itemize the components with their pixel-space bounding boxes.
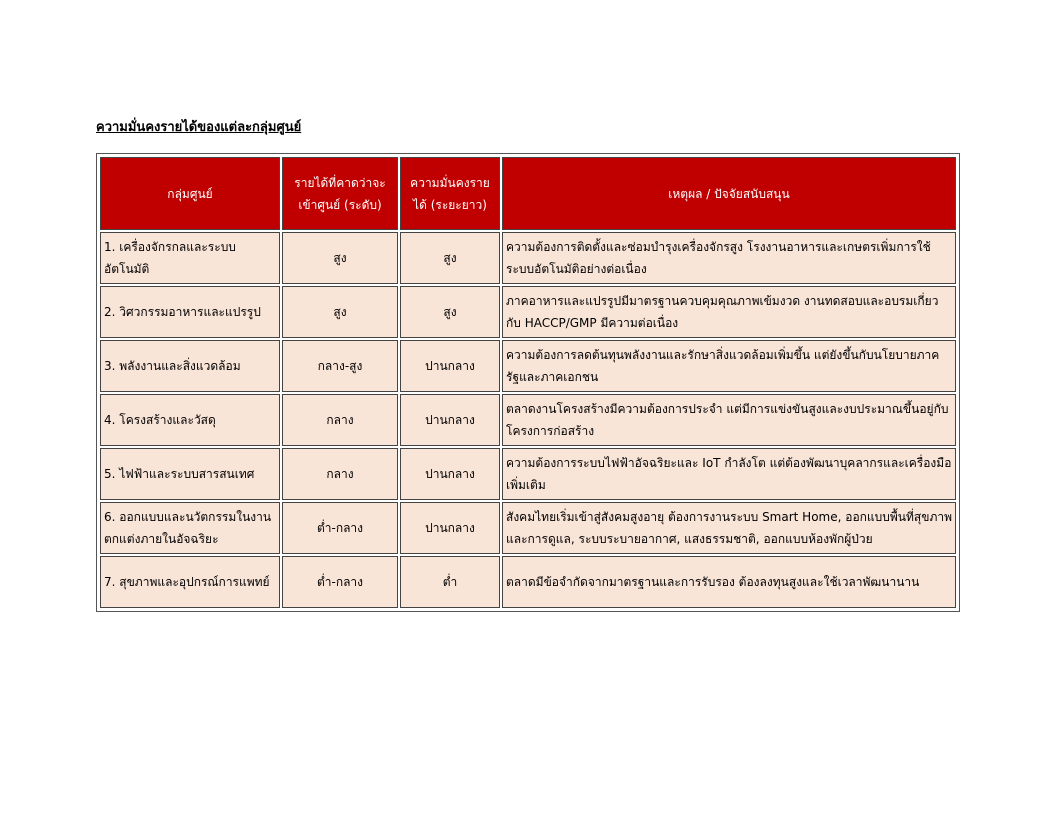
table-row — [100, 340, 956, 392]
cell-stability: ปานกลาง — [400, 394, 500, 446]
table-header-row — [100, 157, 956, 230]
cell-income: สูง — [282, 286, 398, 338]
header-stability: ความมั่นคงรายได้ (ระยะยาว) — [400, 157, 500, 230]
page-title: ความมั่นคงรายได้ของแต่ละกลุ่มศูนย์ — [96, 120, 302, 135]
header-reason: เหตุผล / ปัจจัยสนับสนุน — [502, 157, 956, 230]
header-income: รายได้ที่คาดว่าจะเข้าศูนย์ (ระดับ) — [282, 157, 398, 230]
cell-reason: ความต้องการระบบไฟฟ้าอัจฉริยะและ IoT กำลังโต แต่ต้องพัฒนาบุคลากรและเครื่องมือเพิ่มเติม — [502, 448, 956, 500]
cell-stability: ปานกลาง — [400, 502, 500, 554]
table-row — [100, 394, 956, 446]
cell-stability: ปานกลาง — [400, 340, 500, 392]
cell-income: ต่ำ-กลาง — [282, 556, 398, 608]
cell-stability: ปานกลาง — [400, 448, 500, 500]
cell-group: 5. ไฟฟ้าและระบบสารสนเทศ — [100, 448, 280, 500]
table-row — [100, 502, 956, 554]
table — [98, 155, 958, 610]
cell-group: 2. วิศวกรรมอาหารและแปรรูป — [100, 286, 280, 338]
cell-group: 3. พลังงานและสิ่งแวดล้อม — [100, 340, 280, 392]
cell-stability: ต่ำ — [400, 556, 500, 608]
table-row — [100, 286, 956, 338]
table-row — [100, 232, 956, 284]
cell-reason: ความต้องการลดต้นทุนพลังงานและรักษาสิ่งแวดล้อมเพิ่มขึ้น แต่ยังขึ้นกับนโยบายภาครัฐและภาคเอกชน — [502, 340, 956, 392]
cell-stability: สูง — [400, 232, 500, 284]
cell-group: 6. ออกแบบและนวัตกรรมในงานตกแต่งภายในอัจฉริยะ — [100, 502, 280, 554]
cell-income: ต่ำ-กลาง — [282, 502, 398, 554]
cell-group: 4. โครงสร้างและวัสดุ — [100, 394, 280, 446]
cell-reason: ความต้องการติดตั้งและซ่อมบำรุงเครื่องจักรสูง โรงงานอาหารและเกษตรเพิ่มการใช้ระบบอัตโนมัติอย่างต่อเนื่อง — [502, 232, 956, 284]
income-stability-table — [96, 153, 960, 612]
cell-stability: สูง — [400, 286, 500, 338]
cell-reason: ตลาดมีข้อจำกัดจากมาตรฐานและการรับรอง ต้องลงทุนสูงและใช้เวลาพัฒนานาน — [502, 556, 956, 608]
cell-reason: ตลาดงานโครงสร้างมีความต้องการประจำ แต่มีการแข่งขันสูงและงบประมาณขึ้นอยู่กับโครงการก่อสร้าง — [502, 394, 956, 446]
cell-reason: ภาคอาหารและแปรรูปมีมาตรฐานควบคุมคุณภาพเข้มงวด งานทดสอบและอบรมเกี่ยวกับ HACCP/GMP มีความต่อเนื่อง — [502, 286, 956, 338]
cell-income: กลาง — [282, 394, 398, 446]
cell-income: สูง — [282, 232, 398, 284]
table-row — [100, 556, 956, 608]
cell-group: 1. เครื่องจักรกลและระบบอัตโนมัติ — [100, 232, 280, 284]
cell-reason: สังคมไทยเริ่มเข้าสู่สังคมสูงอายุ ต้องการงานระบบ Smart Home, ออกแบบพื้นที่สุขภาพและการดูแล, ระบบระบายอากาศ, แสงธรรมชาติ, ออกแบบห้องพักผู้ป่วย — [502, 502, 956, 554]
cell-group: 7. สุขภาพและอุปกรณ์การแพทย์ — [100, 556, 280, 608]
cell-income: กลาง-สูง — [282, 340, 398, 392]
header-group: กลุ่มศูนย์ — [100, 157, 280, 230]
cell-income: กลาง — [282, 448, 398, 500]
table-row — [100, 448, 956, 500]
